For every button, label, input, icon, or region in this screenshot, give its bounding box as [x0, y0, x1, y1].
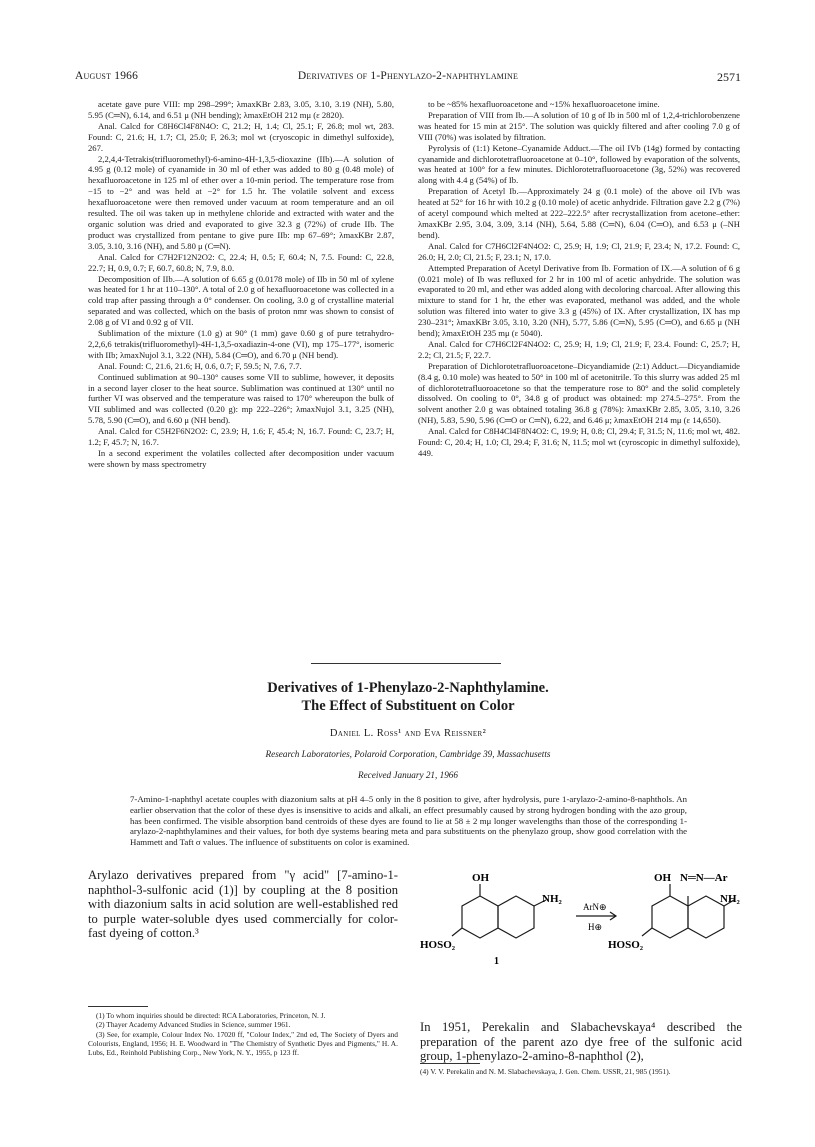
left-column-experimental — [88, 99, 394, 470]
right-column-experimental — [418, 99, 740, 459]
body-text-right: In 1951, Perekalin and Slabachevskaya⁴ described the preparation of the parent azo dye free of the sulfonic acid group, 1-phenylazo-2-amino-8-naphthol (2), — [420, 1020, 742, 1064]
right-ring-b — [688, 896, 724, 938]
right-column-paragraph: Anal. Calcd for C8H4Cl4F8N4O2: C, 19.9; H, 0.8; Cl, 29.4; F, 31.5; N, 11.6; mol wt, 482. Found: C, 20.4; H, 1.0; Cl, 29.4; F, 31.6; N, 11.5; mol wt (cyroscopic in dimethyl sulfoxide), 449. — [418, 426, 740, 458]
right-azo-label: N═N—Ar — [680, 872, 728, 884]
right-ring-a — [652, 896, 688, 938]
reaction-scheme — [418, 866, 748, 1006]
page-number: 2571 — [717, 70, 741, 84]
right-column-paragraph: to be ~85% hexafluoroacetone and ~15% hexafluoroacetone imine. — [428, 99, 660, 109]
body-text-left: Arylazo derivatives prepared from "γ acid" [7-amino-1-naphthol-3-sulfonic acid (1)] by coupling at the 8 position with diazonium salts in acid solution are well-established red to purple water-soluble dyes used commercially for color-fast dyeing of cotton.³ — [88, 868, 398, 941]
article-title-line1: Derivatives of 1-Phenylazo-2-Naphthylamine. — [267, 680, 549, 696]
right-column-paragraph: Pyrolysis of (1:1) Ketone–Cyanamide Adduct.—The oil IVb (14g) formed by contacting cyanamide and dichlorotetrafluoroacetone at 0–10°, followed by evaporation of the solvents, was heated at 100° for a few minutes. Dichlorotetrafluoroacetone (3g, 52%) was recovered along with 4.4 g (54%) of Ib. — [418, 142, 740, 186]
article-title-line2: The Effect of Substituent on Color — [301, 698, 515, 714]
received-date: Received January 21, 1966 — [357, 770, 458, 780]
left-column-paragraph: 2,2,4,4-Tetrakis(trifluoromethyl)-6-amino-4H-1,3,5-dioxazine (IIb).—A solution of 4.95 g (0.12 mole) of cyanamide in 30 ml of ether was added to 80 g (0.48 mole) of hexafluoroacetone in 125 ml of ether over a 10-min period. The temperature rose from −15 to −2° and was held at −2° for 1.5 hr. The volatile solvent and excess hexafluoroacetone were then removed under vacuum at room temperature and an oil resulted. The oil was taken up in methylene chloride and extracted with water and the organic solution was dried and evaporated to give 32.3 g (72%) of crude IIb. The product was crystallized from pentane to give pure IIb: mp 67–69°; λmaxKBr 2.87, 3.05, 3.10, 3.16 (NH), and 5.80 μ (C═N). — [88, 153, 394, 251]
left-column-paragraph: Sublimation of the mixture (1.0 g) at 90° (1 mm) gave 0.60 g of pure tetrahydro-2,2,6,6 tetrakis(trifluoromethyl)-4H-1,3,5-oxadiazin-4-one (VI), mp 175–177°, isomeric with IIb; λmaxNujol 3.1, 3.22 (NH), 5.84 (C═O), and 6.70 μ (NH bend). — [88, 328, 394, 360]
reagent-acid: H⊕ — [588, 922, 603, 932]
footnote-2: (2) Thayer Academy Advanced Studies in Science, summer 1961. — [96, 1020, 291, 1030]
footnote-3: (3) See, for example, Colour Index No. 17020 ff, "Colour Index," 2nd ed, The Society of Dyers and Colourists, England, 1956; H. E. Woodward in "The Chemistry of Synthetic Dyes and Pigments," H. A. Lubs, Ed., Reinhold Publishing Corp., New York, N. Y., 1955, p 123 ff. — [88, 1029, 398, 1058]
running-header — [75, 70, 741, 86]
footnotes-left — [88, 1011, 398, 1057]
reagent-diazonium: ArN⊕ — [583, 902, 607, 912]
left-column-paragraph: Anal. Calcd for C5H2F6N2O2: C, 23.9; H, 1.6; F, 45.4; N, 16.7. Found: C, 23.7; H, 1.2; F, 45.7; N, 16.7. — [88, 426, 394, 448]
right-so3h-label: HOSO₂ — [608, 939, 644, 951]
compound-number-1: 1 — [494, 956, 499, 967]
header-title: Derivatives of 1-Phenylazo-2-naphthylamine — [297, 70, 519, 82]
abstract: 7-Amino-1-naphthyl acetate couples with diazonium salts at pH 4–5 only in the 8 position to give, after hydrolysis, pure 1-arylazo-2-amino-8-naphthols. An earlier observation that the color of these dyes is insensitive to acids and alkali, an effect presumably caused by strong hydrogen bonding with the azo group, has been confirmed. The visible absorption band centroids of these dyes are found to lie at 58 ± 2 mμ longer wavelengths than those of the corresponding 1-arylazo-2-naphthylamines and their values, for both dye systems bearing meta and para substituents on the phenylazo group, show good correlation with the Hammett and Taft σ values. The influence of substituents on color is examined. — [130, 794, 687, 848]
right-column-paragraph: Anal. Calcd for C7H6Cl2F4N4O2: C, 25.9; H, 1.9; Cl, 21.9; F, 23.4. Found: C, 25.7; H, 2.2; Cl, 21.5; F, 22.7. — [418, 338, 740, 360]
left-column-paragraph: Decomposition of IIb.—A solution of 6.65 g (0.0178 mole) of IIb in 50 ml of xylene was heated for 1 hr at 110–130°. A total of 2.0 g of hexafluoroacetone was collected in a cold trap after passing through a 0° condenser. On cooling, 3.0 g of crystalline material separated and was collected, which on the basis of proton nmr was shown to consist of 2.08 g of VI and 0.92 g of VII. — [88, 273, 394, 328]
left-column-paragraph: Anal. Calcd for C7H2F12N2O2: C, 22.4; H, 0.5; F, 60.4; N, 7.5. Found: C, 22.8, 22.7; H, 0.9, 0.7; F, 60.7, 60.8; N, 7.9, 8.0. — [88, 251, 394, 273]
right-column-paragraph: Attempted Preparation of Acetyl Derivative from Ib. Formation of IX.—A solution of 6 g (0.021 mole) of Ib was refluxed for 2 hr in 100 ml of acetic anhydride. The solution was evaporated to 20 ml, and ether was added along with decoloring charcoal. After allowing this mixture to stand for 1 hr, the ether was evaporated, methanol was added, and the whole solution was filtered into water to give 3.3 g (45%) of IX. After crystallization, IX has mp 230–231°; λmaxKBr 3.05, 3.10, 3.20 (NH), 5.77, 5.86 (C═N), 5.95 (C═O), and 6.65 μ (NH bend); λmaxEtOH 235 mμ (ε 5040). — [418, 262, 740, 339]
left-column-paragraph: In a second experiment the volatiles collected after decomposition under vacuum were shown by mass spectrometry — [88, 448, 394, 469]
right-column-paragraph: Preparation of Dichlorotetrafluoroacetone–Dicyandiamide (2:1) Adduct.—Dicyandiamide (8.4 g, 0.10 mole) was heated to 50° in 100 ml of acetonitrile. To this slurry was added 25 ml of dichlorotetrafluoroacetone so that the temperature rose to 80° and the solid completely dissolved. On cooling to 0°, 34.8 g of product was obtained: mp 274.5–275°. From the solvent another 2.0 g was obtained totaling 36.8 g (78%): λmaxKBr 2.85, 3.05, 3.10, 3.26 (NH), 5.83, 5.90, 5.96 (C═O or C═N), 6.22, and 6.46 μ; λmaxEtOH 214 mμ (ε 14,650). — [418, 360, 740, 426]
left-nh2-label: NH₂ — [542, 893, 562, 905]
authors: Daniel L. Ross¹ and Eva Reissner² — [329, 728, 487, 739]
left-so3h-label: HOSO₂ — [420, 939, 456, 951]
right-column-paragraph: Preparation of Acetyl Ib.—Approximately 24 g (0.1 mole) of the above oil IVb was heated at 52° for 16 hr with 10.2 g (0.10 mole) of acetic anhydride. Filtration gave 2.2 g (7%) of acetyl compound which melted at 222–222.5° after recrystallization from acetone–ether: λmaxKBr 2.95, 3.04, 3.09, 3.14 (NH), 5.64, 5.88 (C═N), 6.04 (C═O), and 6.53 μ (–NH bend). — [418, 186, 740, 240]
left-column-paragraph: acetate gave pure VIII: mp 298–299°; λmaxKBr 2.83, 3.05, 3.10, 3.19 (NH), 5.80, 5.95 (C═N), 6.14, and 6.51 μ (NH bending); λmaxEtOH 212 mμ (ε 2820). — [88, 99, 394, 120]
left-column-paragraph: Continued sublimation at 90–130° causes some VII to sublime, however, it deposits in a second layer closer to the heat source. Sublimation was continued at 130° until no further VI was observed and the temperature was raised to 170° whereupon the bulk of VII sublimed and was collected (0.20 g): mp 222–226°; λmaxNujol 3.1, 3.25 (NH), 5.78, 5.90 (C═O), and 6.60 μ (NH bend). — [88, 371, 394, 426]
right-column-paragraph: Anal. Calcd for C7H6Cl2F4N4O2: C, 25.9; H, 1.9; Cl, 21.9; F, 23.4; N, 17.2. Found: C, 26.0; H, 2.0; Cl, 21.5; F, 23.1; N, 17.0. — [418, 240, 740, 262]
footnote-rule-left — [88, 1006, 148, 1007]
affiliation: Research Laboratories, Polaroid Corporation, Cambridge 39, Massachusetts — [265, 749, 551, 759]
right-oh-label: OH — [654, 872, 672, 884]
left-ring-a — [462, 896, 498, 938]
left-column-paragraph: Anal. Found: C, 21.6, 21.6; H, 0.6, 0.7; F, 59.5; N, 7.6, 7.7. — [98, 360, 302, 371]
header-date: August 1966 — [75, 70, 139, 82]
right-column-paragraph: Preparation of VIII from Ib.—A solution of 10 g of Ib in 500 ml of 1,2,4-trichlorobenzene was heated for 15 min at 215°. The solution was quickly filtered and after cooling 7.0 g of VIII (70%) was isolated by filtration. — [418, 109, 740, 142]
left-oh-label: OH — [472, 872, 490, 884]
right-nh2-label: NH₂ — [720, 893, 740, 905]
footnote-rule-right — [420, 1063, 480, 1064]
left-ring-b — [498, 896, 534, 938]
left-column-paragraph: Anal. Calcd for C8H6Cl4F8N4O: C, 21.2; H, 1.4; Cl, 25.1; F, 26.8; mol wt, 283. Found: C, 21.6; H, 1.7; Cl, 25.0; F, 26.3; mol wt (cryoscopic in dimethyl sulfoxide), 267. — [88, 120, 394, 153]
reaction-scheme-svg — [418, 866, 748, 1006]
section-divider — [311, 663, 501, 664]
footnote-4: (4) V. V. Perekalin and N. M. Slabachevskaya, J. Gen. Chem. USSR, 21, 985 (1951). — [420, 1067, 671, 1076]
footnote-1: (1) To whom inquiries should be directed: RCA Laboratories, Princeton, N. J. — [96, 1011, 326, 1020]
